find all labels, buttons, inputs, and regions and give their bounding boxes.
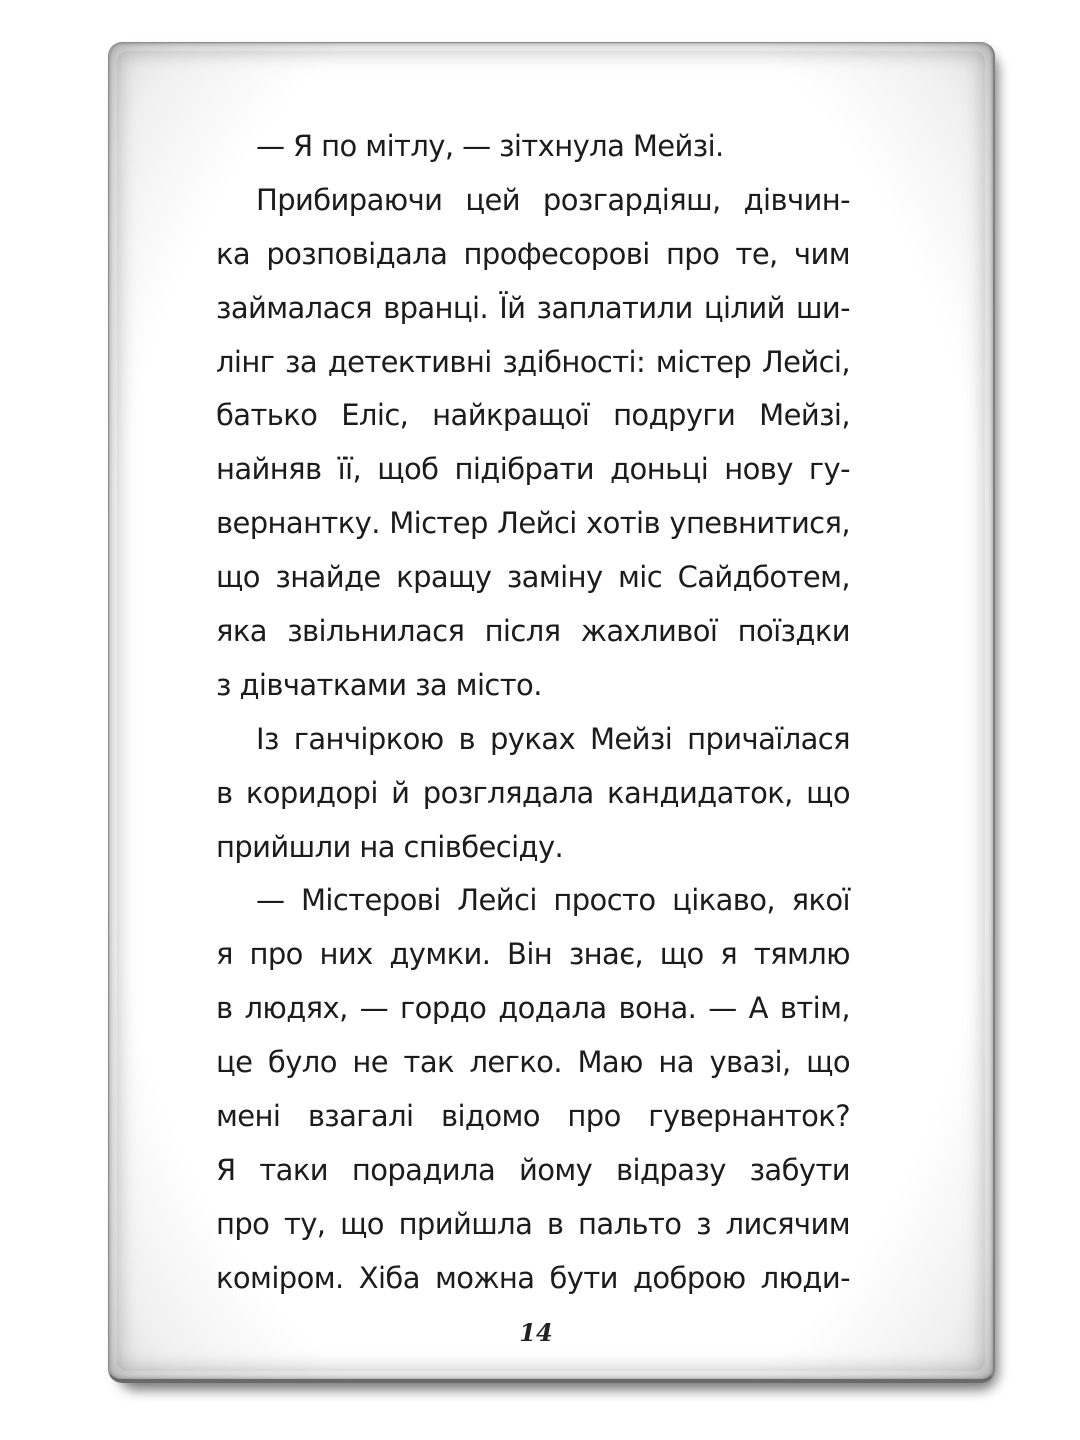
text-line: Я таки порадила йому відразу забути — [216, 1152, 850, 1187]
text-line: прийшли на співбесіду. — [216, 829, 564, 864]
text-line: займалася вранці. Їй заплатили цілий ши- — [216, 290, 850, 325]
page-number: 14 — [519, 1318, 553, 1347]
text-line: мені взагалі відомо про гувернанток? — [216, 1099, 850, 1134]
text-line: про ту, що прийшла в пальто з лисячим — [216, 1206, 850, 1241]
text-line: Із ганчіркою в руках Мейзі причаїлася — [256, 721, 850, 756]
text-line: що знайде кращу заміну міс Сайдботем, — [216, 560, 850, 595]
text-line: — Містерові Лейсі просто цікаво, якої — [256, 883, 850, 918]
text-line: з дівчатками за місто. — [216, 667, 542, 702]
text-line: батько Еліс, найкращої подруги Мейзі, — [216, 398, 850, 433]
text-line: — Я по мітлу, — зітхнула Мейзі. — [256, 129, 724, 163]
text-line: в коридорі й розглядала кандидаток, що — [216, 775, 850, 810]
text-line: це було не так легко. Маю на увазі, що — [216, 1045, 850, 1080]
text-line: ка розповідала професорові про те, чим — [216, 236, 850, 271]
text-line: вернантку. Містер Лейсі хотів упевнитися, — [216, 506, 850, 541]
text-line: Прибираючи цей розгардіяш, дівчин- — [256, 182, 850, 217]
text-line: коміром. Хіба можна бути доброю люди- — [216, 1260, 850, 1295]
text-line: найняв її, щоб підібрати доньці нову гу- — [216, 452, 850, 487]
text-line: лінг за детективні здібності: містер Лейсі, — [216, 344, 850, 379]
text-line: я про них думки. Він знає, що я тямлю — [216, 937, 850, 972]
page-text — [216, 120, 850, 1306]
text-line: яка звільнилася після жахливої поїздки — [216, 614, 850, 649]
text-line: в людях, — гордо додала вона. — А втім, — [216, 991, 850, 1026]
